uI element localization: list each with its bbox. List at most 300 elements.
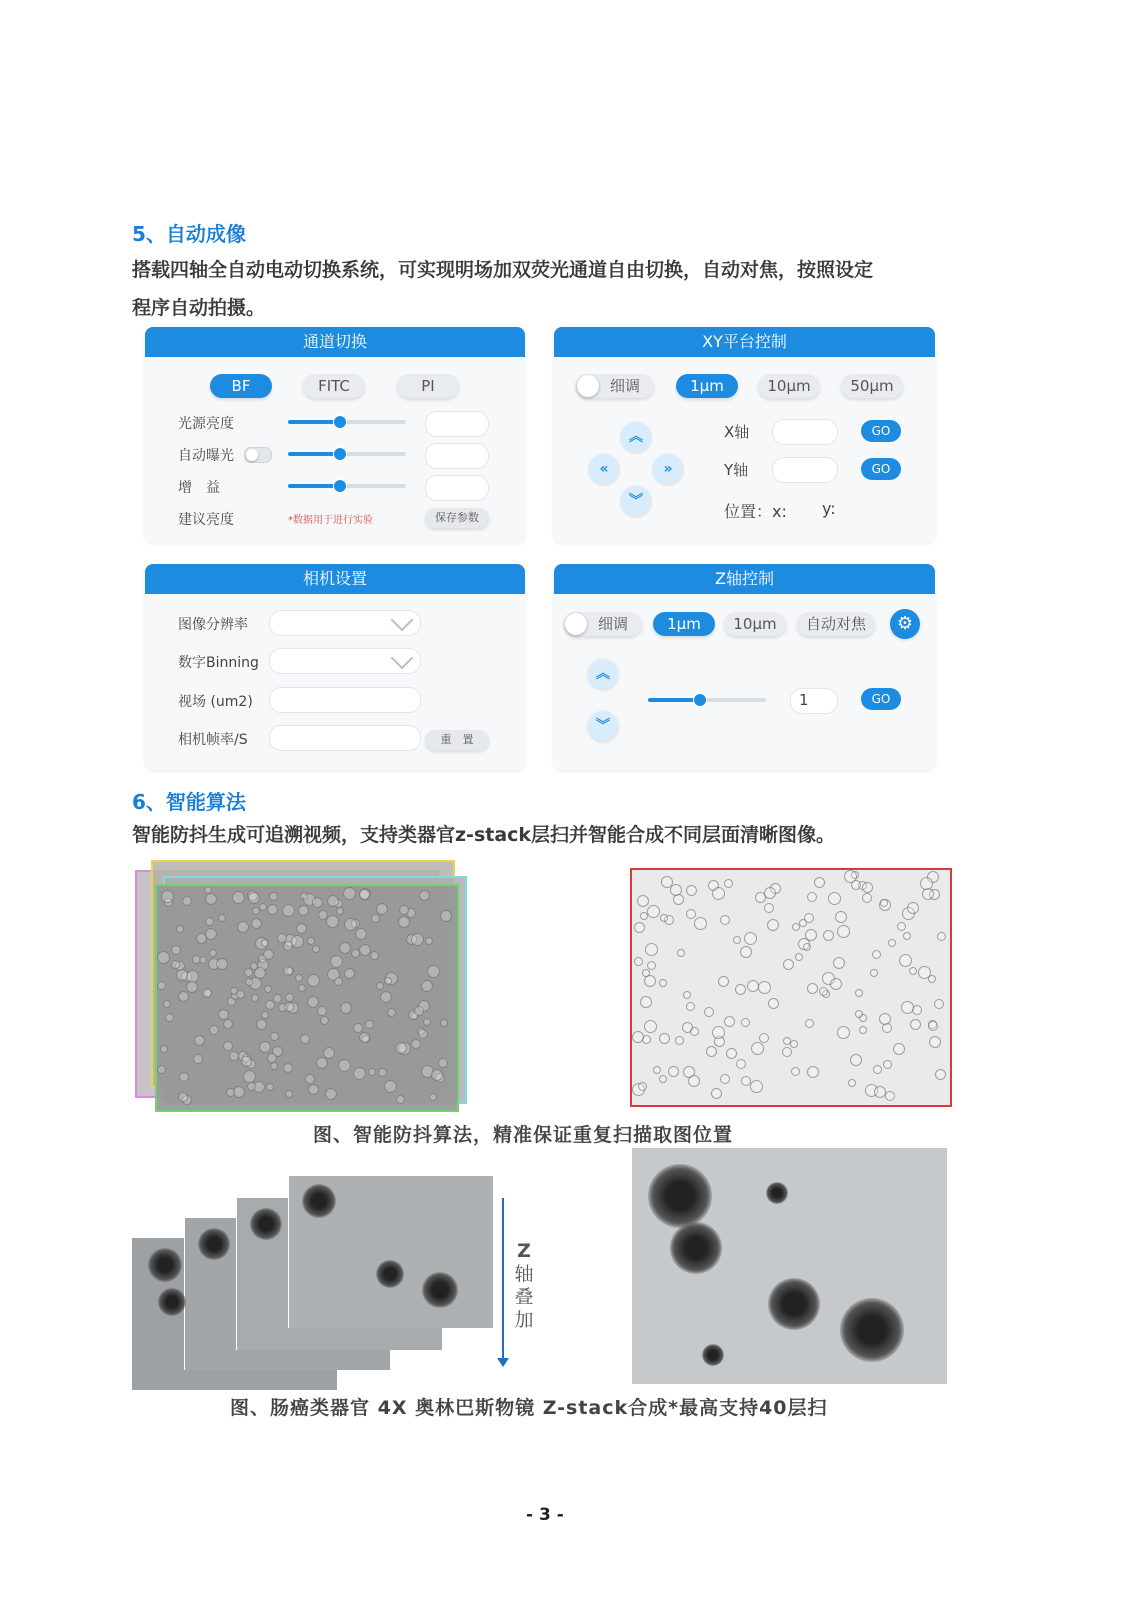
cell [733,936,741,944]
cell [270,1032,279,1041]
cell [879,1013,891,1025]
xy-panel [554,327,935,543]
slider-knob[interactable] [333,479,347,493]
cell [336,907,344,915]
cell [359,944,371,956]
z-step-10um[interactable]: 10μm [724,612,786,636]
cell [718,976,729,987]
cell [634,957,643,966]
cell [741,1018,750,1027]
tab-bf[interactable]: BF [210,374,272,398]
organoid [250,1208,282,1240]
move-up-button[interactable]: ︽ [621,422,651,452]
cell [873,1065,882,1074]
cell [398,916,410,928]
gain-slider[interactable] [288,484,406,488]
cell [837,925,850,938]
cell [351,949,360,958]
step-10um[interactable]: 10μm [758,374,820,398]
cell [750,1080,763,1093]
cell [282,904,295,917]
cell [706,1046,717,1057]
z-axis-arrow [502,1198,504,1363]
organoid [702,1344,724,1366]
gear-icon[interactable]: ⚙ [890,609,920,639]
cell [759,1033,769,1043]
cell [893,1043,905,1055]
cell [269,892,278,901]
cell [423,1018,431,1026]
cell [182,896,192,906]
cell [264,985,272,993]
cell [862,882,873,893]
cell [338,1059,351,1072]
fine-toggle-knob[interactable] [577,375,599,397]
cell [223,1041,233,1051]
y-axis-field[interactable] [772,457,838,483]
cell [193,1054,203,1064]
cell [285,1090,293,1098]
cell [735,984,746,995]
figure2-caption: 图、肠癌类器官 4X 奥林巴斯物镜 Z-stack合成*最高支持40层扫 [230,1397,828,1419]
cell [325,1088,337,1100]
cell [263,949,274,960]
cell [300,892,308,900]
cell [307,996,319,1008]
cell [799,919,807,927]
cell [783,1037,791,1045]
cell [830,978,842,990]
cell [751,1042,764,1055]
organoid [768,1278,820,1330]
organoid [648,1164,712,1228]
cell [855,1010,863,1018]
organoid [766,1182,788,1204]
cell [929,1036,941,1048]
cell [736,1059,746,1069]
cell [163,1000,171,1008]
cell [330,955,343,968]
slider-knob[interactable] [693,693,707,707]
z-down-button[interactable]: ︾ [588,711,618,741]
cell [637,895,649,907]
cell [209,949,217,957]
cell [399,905,409,915]
cell [659,1075,667,1083]
cell [305,1074,315,1084]
cell [909,967,917,975]
cell [805,929,817,941]
merged-organoid-image [632,1148,947,1384]
y-go-button[interactable]: GO [861,458,901,480]
cell [791,1067,800,1076]
cell [205,928,217,940]
cell [855,989,863,997]
cell [859,1026,867,1034]
cell [659,1033,670,1044]
cell [833,957,845,969]
cell [254,967,266,979]
cell [440,1019,448,1027]
cell [675,1036,684,1045]
cell [179,1072,189,1082]
cell [647,961,656,970]
organoid [302,1184,336,1218]
cell [659,979,667,987]
cell [668,1066,679,1077]
cell [157,951,170,964]
cell [320,1016,329,1025]
cell [803,943,811,951]
cell [694,917,707,930]
cell [835,911,847,923]
cell [261,939,269,947]
y-axis-label: Y轴 [724,461,749,479]
cell [677,949,685,957]
cell [814,877,825,888]
frame-rate-input[interactable] [269,725,421,751]
cell [790,1040,798,1048]
cell [690,1027,699,1036]
reset-button[interactable]: 重 置 [425,730,489,750]
cell [232,891,245,904]
cell [204,886,212,894]
z-fine-tune-toggle[interactable] [564,612,642,636]
organoid [376,1260,404,1288]
cell [783,959,794,970]
cell [642,969,650,977]
z-go-button[interactable]: GO [861,688,901,710]
cell [819,987,828,996]
cell [339,942,351,954]
cell [209,1025,219,1035]
cell [171,960,180,969]
organoid [148,1248,182,1282]
exposure-slider[interactable] [288,452,406,456]
cell [851,880,861,890]
save-params-button[interactable]: 保存参数 [425,508,489,528]
cell [256,1019,267,1030]
cell [205,917,214,926]
cell [683,1066,695,1078]
cell [828,892,841,905]
cell [747,980,759,992]
z-up-button[interactable]: ︽ [588,659,618,689]
cell [720,1074,730,1084]
cell [647,905,660,918]
cell [252,907,260,915]
cell [283,1063,293,1073]
cell [245,978,253,986]
auto-exposure-toggle[interactable] [244,447,272,463]
cell [251,918,262,929]
z-panel [554,564,935,770]
cell [236,990,245,999]
cell [660,914,668,922]
cell [378,1068,387,1077]
cell [312,897,323,908]
section5-title: 5、自动成像 [132,222,246,246]
slider-knob[interactable] [333,415,347,429]
cell [376,982,384,990]
cell [764,903,774,913]
cell [704,1007,714,1017]
cell [160,1045,168,1053]
cell [411,933,424,946]
cell [241,1056,252,1067]
cell [686,909,696,919]
cell [223,1019,233,1029]
cell [724,879,733,888]
z-stack-label [512,1240,536,1332]
cell [934,999,944,1009]
cell [359,1032,370,1043]
cell [888,939,896,947]
move-down-button[interactable]: ︾ [621,486,651,516]
cell [371,914,380,923]
x-axis-label: X轴 [724,423,750,441]
frame-green [155,884,459,1112]
cell [903,932,911,940]
cell [795,953,803,961]
step-1um[interactable]: 1μm [676,374,738,398]
position-y-label: y: [822,499,836,518]
cell [901,1001,914,1014]
cell [870,969,878,977]
cell [661,876,673,888]
cell [724,1016,735,1027]
camera-panel [145,564,525,770]
cell [837,1026,850,1039]
cell [300,1034,310,1044]
cell [438,1058,448,1068]
cell [273,994,282,1003]
cell [427,965,440,978]
cell [261,1011,269,1019]
fine-tune-toggle[interactable] [576,374,654,398]
exposure-field[interactable] [425,443,489,469]
cell [248,892,260,904]
cell [673,894,684,905]
cell [296,923,307,934]
cell [645,943,658,956]
cell [266,1083,274,1091]
slider-knob[interactable] [333,447,347,461]
light-brightness-field[interactable] [425,411,489,437]
organoid [422,1272,458,1308]
cell [425,937,433,945]
section5-line2: 程序自动拍摄。 [132,297,266,319]
cell [307,937,315,945]
cell [237,921,249,933]
cell [298,905,309,916]
cell [712,1026,725,1039]
cell [283,941,293,951]
cell [380,991,392,1003]
cell [744,932,757,945]
cell [638,1082,647,1091]
gain-label: 增 益 [178,480,220,496]
position-x-label: 位置：x: [724,502,787,521]
cell [387,1008,396,1017]
binning-label: 数字Binning [178,655,259,671]
cell [767,919,779,931]
z-slider[interactable] [648,698,766,702]
light-brightness-label: 光源亮度 [178,416,234,432]
cell [421,980,433,992]
cell [218,914,226,922]
cell [741,1076,751,1086]
frame-rate-label: 相机帧率/S [178,732,248,748]
cell [396,1095,405,1104]
cell [758,981,771,994]
move-left-button[interactable]: « [589,454,619,484]
cell [862,893,872,903]
camera-panel-title: 相机设置 [145,564,525,594]
cell [229,1051,239,1061]
auto-exposure-label: 自动曝光 [178,448,234,464]
cell [928,975,936,983]
cell [277,933,287,943]
channel-panel-title: 通道切换 [145,327,525,357]
cell [897,922,906,931]
cell [885,1091,895,1101]
z-label-char: 加 [514,1309,534,1331]
cell [644,1020,657,1033]
fine-toggle-knob[interactable] [565,613,587,635]
cell [928,1021,938,1031]
cell [165,1013,174,1022]
cell [340,1002,352,1014]
xy-panel-title: XY平台控制 [554,327,935,357]
cell [883,1060,892,1069]
cell [247,1082,256,1091]
cell [218,1009,229,1020]
data-note: *数据用于进行实验 [288,515,373,526]
cell [384,1080,397,1093]
cell [284,1002,294,1012]
cell [251,994,259,1002]
tab-pi[interactable]: PI [397,374,459,398]
cell [782,1047,792,1057]
cell [880,899,888,907]
cell [807,1066,819,1078]
x-go-button[interactable]: GO [861,420,901,442]
cell [686,885,697,896]
cell [711,1088,722,1099]
cell [259,1041,271,1053]
cell [740,946,752,958]
cell [935,1069,946,1080]
section5-paragraph [132,251,992,327]
cell [353,1067,366,1080]
field-of-view-input[interactable] [269,687,421,713]
cell [720,915,730,925]
autofocus-button[interactable]: 自动对焦 [797,612,875,636]
cell [343,887,356,900]
z-label-char: Z [517,1240,531,1262]
x-axis-field[interactable] [772,419,838,445]
organoid [840,1298,904,1362]
cell [920,877,933,890]
cell [764,887,776,899]
cell [270,1062,278,1070]
cell [440,910,452,922]
cell [178,1092,188,1102]
cell [683,991,691,999]
cell [326,915,339,928]
light-brightness-slider[interactable] [288,420,406,424]
cell [872,950,881,959]
suggested-brightness-label: 建议亮度 [178,512,234,528]
z-label-char: 叠 [514,1286,534,1308]
z-value-field[interactable] [790,688,838,714]
cell [848,1079,856,1087]
section5-line1: 搭载四轴全自动电动切换系统，可实现明场加双荧光通道自由切换，自动对焦，按照设定 [132,259,874,281]
cell [194,1035,205,1046]
cell [285,993,294,1002]
cell [907,902,919,914]
cell [640,996,652,1008]
cell [307,974,320,987]
step-50um[interactable]: 50μm [841,374,903,398]
cell [359,889,370,900]
cell [226,1088,235,1097]
cell [418,1029,428,1039]
cell [768,998,779,1009]
cell [216,958,228,970]
z-step-1um[interactable]: 1μm [653,612,715,636]
organoid [670,1222,722,1274]
page-number: - 3 - [526,1505,564,1525]
cell [823,930,834,941]
cell [312,945,320,953]
cell [205,893,217,905]
cell [899,954,912,967]
cell [355,928,367,940]
cell [161,890,174,903]
cell [157,981,166,990]
section6-title: 6、智能算法 [132,790,246,814]
cell [344,918,357,931]
cell [632,1031,644,1043]
cell [283,966,293,976]
gain-field[interactable] [425,475,489,501]
cell [411,1039,421,1049]
cell [431,1069,443,1081]
cell [874,1086,886,1098]
move-right-button[interactable]: » [653,454,683,484]
cell [176,925,184,933]
resolution-label: 图像分辨率 [178,617,248,633]
cell [376,903,388,915]
cell [395,1042,407,1054]
cell [308,1084,319,1095]
tab-fitc[interactable]: FITC [303,374,365,398]
cell [807,983,818,994]
cell [712,887,725,900]
z-panel-title: Z轴控制 [554,564,935,594]
cell [368,1068,376,1076]
fine-tune-label: 细调 [609,377,640,395]
z-label-char: 轴 [514,1263,534,1285]
cell [937,932,946,941]
cell [634,922,645,933]
cell [295,974,303,982]
cell [243,1070,256,1083]
arrow-head-icon [497,1358,509,1367]
cell [429,1093,437,1101]
